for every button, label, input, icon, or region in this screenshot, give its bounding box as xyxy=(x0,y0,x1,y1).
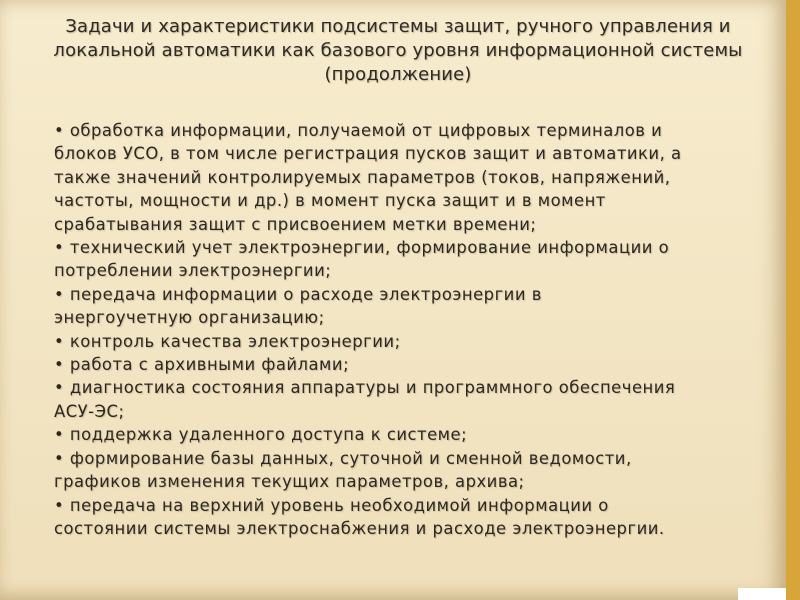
list-line: блоков УСО, в том числе регистрация пусков защит и автоматики, а xyxy=(54,144,682,164)
list-line: • формирование базы данных, суточной и сменной ведомости, xyxy=(54,448,632,468)
list-line: • технический учет электроэнергии, формирование информации о xyxy=(54,238,670,258)
list-line: • передача информации о расходе электроэнергии в xyxy=(54,284,542,304)
list-line: • работа с архивными файлами; xyxy=(54,355,350,375)
list-line: состоянии системы электроснабжения и расходе электроэнергии. xyxy=(54,518,665,538)
list-line: также значений контролируемых параметров (токов, напряжений, xyxy=(54,167,671,187)
list-line: • контроль качества электроэнергии; xyxy=(54,331,401,351)
list-line: энергоучетную организацию; xyxy=(54,308,325,328)
list-line: графиков изменения текущих параметров, архива; xyxy=(54,472,525,492)
list-line: • поддержка удаленного доступа к системе; xyxy=(54,425,468,445)
slide-title xyxy=(28,15,768,87)
list-line: потреблении электроэнергии; xyxy=(54,261,332,281)
list-line: • обработка информации, получаемой от цифровых терминалов и xyxy=(54,121,663,140)
list-line: • передача на верхний уровень необходимой информации о xyxy=(54,495,609,515)
list-line: частоты, мощности и др.) в момент пуска защит и в момент xyxy=(54,191,606,211)
corner-mark xyxy=(738,588,786,600)
title-line-2: локальной автоматики как базового уровня информационной системы xyxy=(53,40,743,61)
title-line-3: (продолжение) xyxy=(324,64,472,85)
list-line: • диагностика состояния аппаратуры и программного обеспечения xyxy=(54,378,676,398)
list-line: АСУ-ЭС; xyxy=(54,401,125,421)
list-line: срабатывания защит с присвоением метки времени; xyxy=(54,214,537,234)
title-line-1: Задачи и характеристики подсистемы защит, ручного управления и xyxy=(65,16,731,37)
bullet-list xyxy=(54,119,764,540)
